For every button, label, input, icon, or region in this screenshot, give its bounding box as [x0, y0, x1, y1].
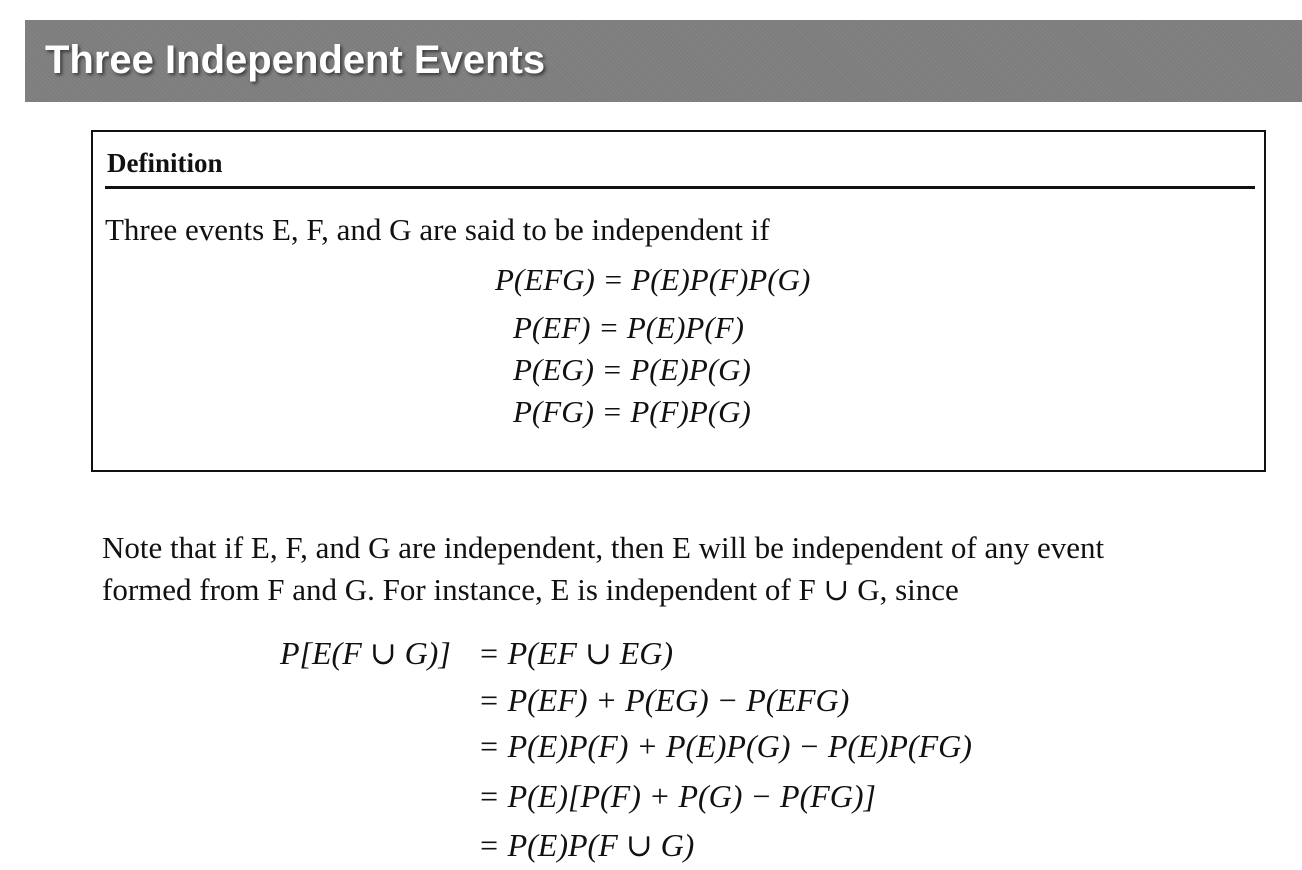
definition-divider	[105, 186, 1255, 189]
derivation-step-3: = P(E)P(F) + P(E)P(G) − P(E)P(FG)	[478, 728, 972, 764]
title-bar	[25, 20, 1302, 102]
derivation-step-5: = P(E)P(F ∪ G)	[478, 827, 695, 863]
derivation-step-2: = P(EF) + P(EG) − P(EFG)	[478, 682, 850, 718]
definition-equation-1: P(EFG) = P(E)P(F)P(G)	[495, 262, 811, 297]
definition-equation-4: P(FG) = P(F)P(G)	[513, 394, 751, 429]
derivation-step-1: = P(EF ∪ EG)	[478, 635, 674, 671]
definition-equation-3: P(EG) = P(E)P(G)	[513, 352, 751, 387]
note-line-2: formed from F and G. For instance, E is independent of F ∪ G, since	[102, 572, 959, 607]
note-line-1: Note that if E, F, and G are independent, then E will be independent of any event	[102, 530, 1105, 565]
definition-equation-2: P(EF) = P(E)P(F)	[513, 310, 744, 345]
slide-title: Three Independent Events	[45, 38, 546, 82]
derivation-lhs: P[E(F ∪ G)]	[280, 635, 451, 671]
definition-heading: Definition	[107, 148, 223, 178]
derivation-step-4: = P(E)[P(F) + P(G) − P(FG)]	[478, 778, 876, 814]
definition-statement: Three events E, F, and G are said to be independent if	[105, 212, 770, 247]
definition-box	[91, 130, 1266, 472]
